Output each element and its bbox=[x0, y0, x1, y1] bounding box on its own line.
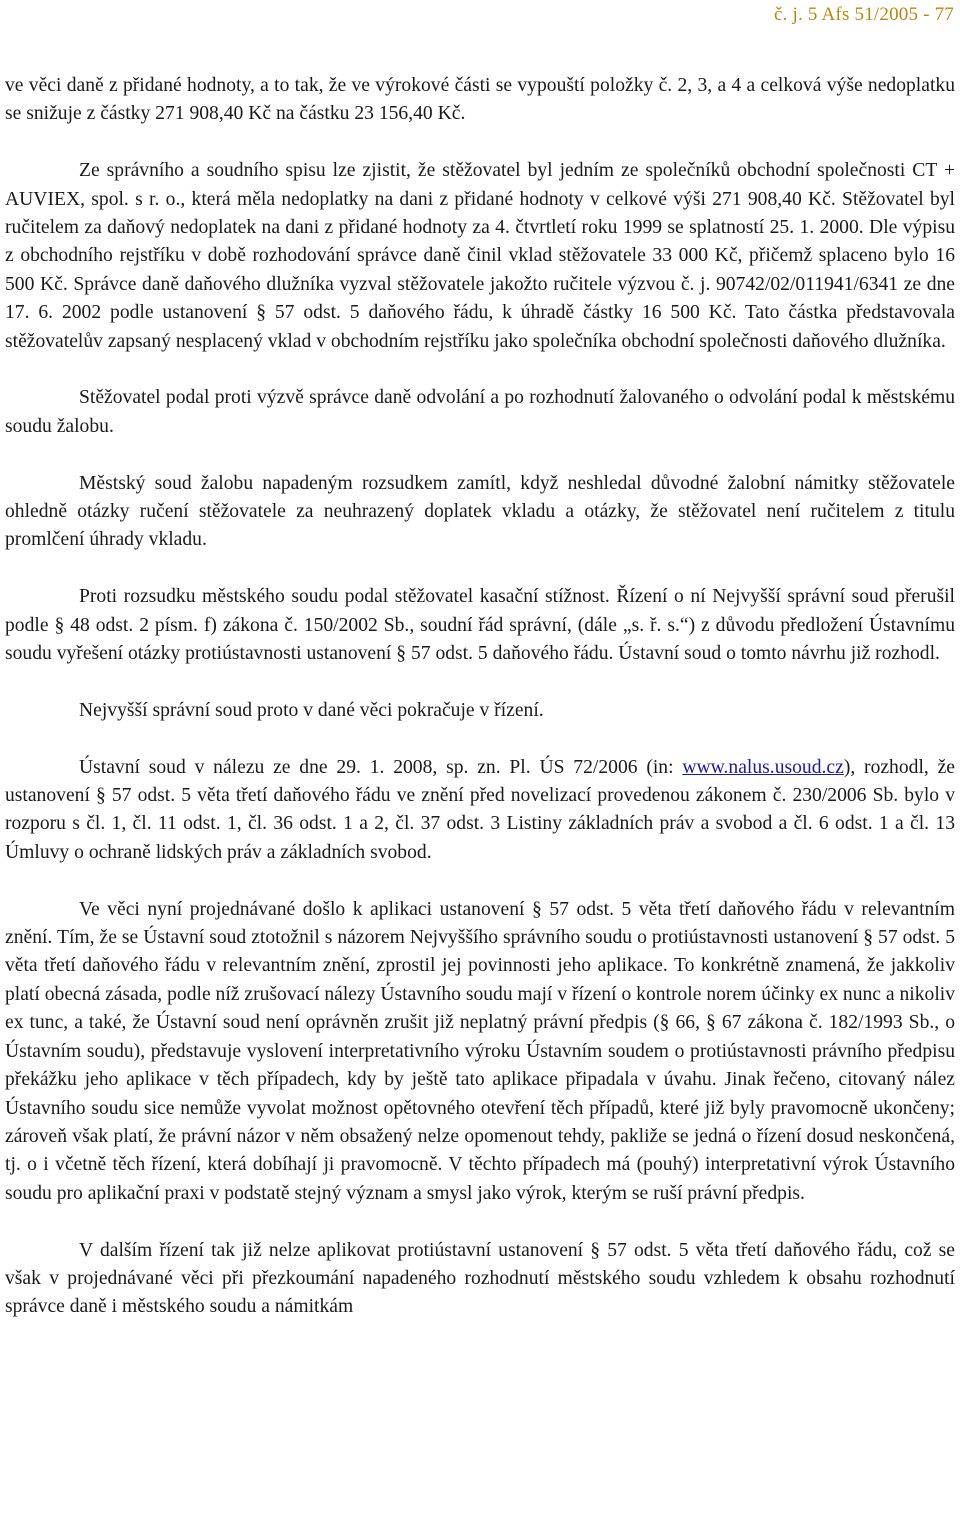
nalus-link[interactable]: www.nalus.usoud.cz bbox=[682, 756, 844, 778]
paragraph-3: Stěžovatel podal proti výzvě správce daně odvolání a po rozhodnutí žalovaného o odvolání podal k městskému soudu žalobu. bbox=[5, 387, 955, 437]
paragraph-6: Nejvyšší správní soud proto v dané věci pokračuje v řízení. bbox=[79, 699, 544, 721]
paragraph-7-text-a: Ústavní soud v nálezu ze dne 29. 1. 2008, sp. zn. Pl. ÚS 72/2006 (in: bbox=[79, 756, 683, 778]
page-number: č. j. 5 Afs 51/2005 - 77 bbox=[773, 4, 954, 25]
paragraph-5: Proti rozsudku městského soudu podal stěžovatel kasační stížnost. Řízení o ní Nejvyšší správní soud přerušil podle § 48 odst. 2 písm. f) zákona č. 150/2002 Sb., soudní řád správní, (dále „s. ř. s.“) z důvodu předložení Ústavnímu soudu vyřešení otázky protiústavnosti ustanovení § 57 odst. 5 daňového řádu. Ústavní soud o tomto návrhu již rozhodl. bbox=[5, 586, 955, 665]
paragraph-2: Ze správního a soudního spisu lze zjistit, že stěžovatel byl jedním ze společníků obchodní společnosti CT + AUVIEX, spol. s r. o., která měla nedoplatky na dani z přidané hodnoty v celkové výši 271 908,40 Kč. Stěžovatel byl ručitelem za daňový nedoplatek na dani z přidané hodnoty za 4. čtvrtletí roku 1999 se splatností 25. 1. 2000. Dle výpisu z obchodního rejstříku v době rozhodování správce daně činil vklad stěžovatele 33 000 Kč, přičemž splaceno bylo 16 500 Kč. Správce daně daňového dlužníka vyzval stěžovatele jakožto ručitele výzvou č. j. 90742/02/011941/6341 ze dne 17. 6. 2002 podle ustanovení § 57 odst. 5 daňového řádu, k úhradě částky 16 500 Kč. Tato částka představovala stěžovatelův zapsaný nesplacený vklad v obchodním rejstříku jako společníka obchodní společnosti daňového dlužníka. bbox=[5, 160, 955, 352]
paragraph-1: ve věci daně z přidané hodnoty, a to tak, že ve výrokové části se vypouští položky č. 2, 3, a 4 a celková výše nedoplatku se snižuje z částky 271 908,40 Kč na částku 23 156,40 Kč. bbox=[5, 75, 955, 125]
document-body bbox=[5, 72, 955, 1350]
paragraph-9: V dalším řízení tak již nelze aplikovat protiústavní ustanovení § 57 odst. 5 věta třetí daňového řádu, což se však v projednávané věci při přezkoumání napadeného rozhodnutí městského soudu vzhledem k obsahu rozhodnutí správce daně i městského soudu a námitkám bbox=[5, 1239, 955, 1318]
paragraph-8: Ve věci nyní projednávané došlo k aplikaci ustanovení § 57 odst. 5 věta třetí daňového řádu v relevantním znění. Tím, že se Ústavní soud ztotožnil s názorem Nejvyššího správního soudu o protiústavnosti ustanovení § 57 odst. 5 věta třetí daňového řádu v relevantním znění, zprostil jej povinnosti jeho aplikace. To konkrétně znamená, že jakkoliv platí obecná zásada, podle níž zrušovací nálezy Ústavního soudu mají v řízení o kontrole norem účinky ex nunc a nikoliv ex tunc, a také, že Ústavní soud není oprávněn zrušit již neplatný právní předpis (§ 66, § 67 zákona č. 182/1993 Sb., o Ústavním soudu), představuje vyslovení interpretativního výroku Ústavním soudem o protiústavnosti právního předpisu překážku jeho aplikace v těch případech, kdy by ještě tato aplikace připadala v úvahu. Jinak řečeno, citovaný nález Ústavního soudu sice nemůže vyvolat možnost opětovného otevření těch případů, které již byly pravomocně ukončeny; zároveň však platí, že právní názor v něm obsažený nelze opomenout tehdy, pakliže se jedná o řízení dosud neskončená, tj. o i včetně těch řízení, která dobíhají ji pravomocně. V těchto případech má (pouhý) interpretativní výrok Ústavního soudu pro aplikační praxi v podstatě stejný význam a smysl jako výrok, kterým se ruší právní předpis. bbox=[5, 898, 956, 1204]
paragraph-4: Městský soud žalobu napadeným rozsudkem zamítl, když neshledal důvodné žalobní námitky stěžovatele ohledně otázky ručení stěžovatele za neuhrazený doplatek vkladu a otázky, že stěžovatel není ručitelem z titulu promlčení úhrady vkladu. bbox=[5, 472, 955, 551]
paragraph-7-text-b: ), rozhodl, že ustanovení § 57 odst. 5 věta třetí daňového řádu ve znění před novelizací provedenou zákonem č. 230/2006 Sb. bylo v rozporu s čl. 1, čl. 11 odst. 1, čl. 36 odst. 1 a 2, čl. 37 odst. 3 Listiny základních práv a svobod a čl. 6 odst. 1 a čl. 13 Úmluvy o ochraně lidských práv a základních svobod. bbox=[5, 756, 955, 863]
paragraph-7 bbox=[5, 754, 955, 868]
